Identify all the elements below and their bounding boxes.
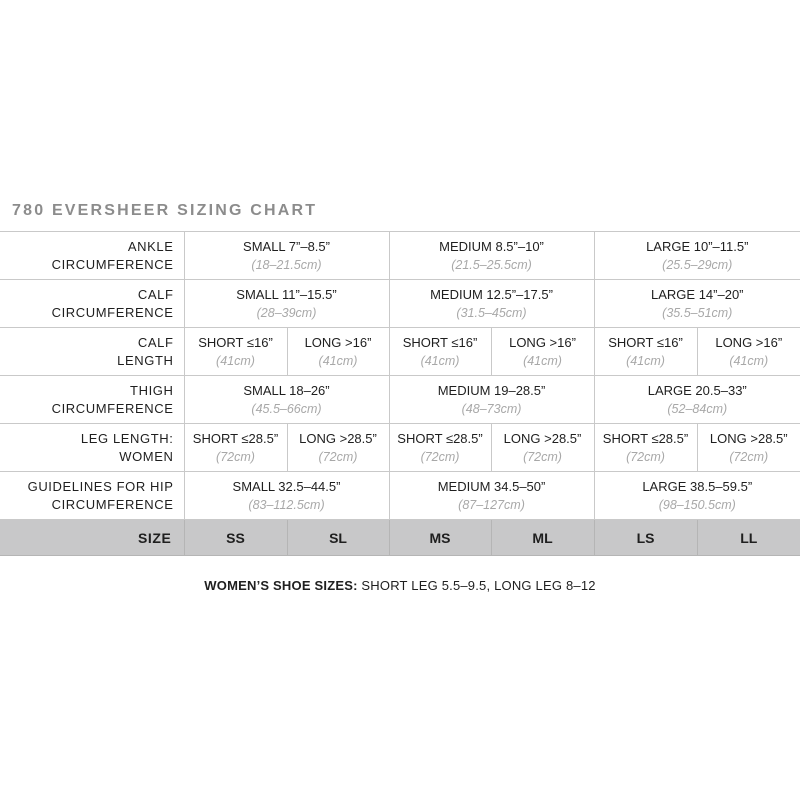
cell-small: SMALL 11”–15.5” (28–39cm): [184, 280, 389, 328]
cell-medium-short: SHORT ≤28.5” (72cm): [389, 424, 491, 472]
row-label: CALF CIRCUMFERENCE: [0, 280, 184, 328]
cell-medium: MEDIUM 34.5–50” (87–127cm): [389, 472, 594, 520]
cell-small: SMALL 18–26” (45.5–66cm): [184, 376, 389, 424]
shoe-sizes-note: [0, 578, 800, 593]
size-ss: SS: [184, 520, 287, 556]
size-sl: SL: [287, 520, 389, 556]
size-ms: MS: [389, 520, 491, 556]
cell-small: SMALL 32.5–44.5” (83–112.5cm): [184, 472, 389, 520]
row-ankle-circumference: [0, 232, 800, 280]
cell-medium: MEDIUM 19–28.5” (48–73cm): [389, 376, 594, 424]
cell-medium: MEDIUM 12.5”–17.5” (31.5–45cm): [389, 280, 594, 328]
cell-large: LARGE 10”–11.5” (25.5–29cm): [594, 232, 800, 280]
size-label: SIZE: [0, 520, 184, 556]
row-label: LEG LENGTH: WOMEN: [0, 424, 184, 472]
row-thigh-circumference: [0, 376, 800, 424]
cell-large: LARGE 14”–20” (35.5–51cm): [594, 280, 800, 328]
shoe-sizes-text: SHORT LEG 5.5–9.5, LONG LEG 8–12: [357, 578, 596, 593]
cell-large-short: SHORT ≤16” (41cm): [594, 328, 697, 376]
row-hip-circumference: [0, 472, 800, 520]
cell-large: LARGE 20.5–33” (52–84cm): [594, 376, 800, 424]
cell-small-long: LONG >28.5” (72cm): [287, 424, 389, 472]
cell-medium-short: SHORT ≤16” (41cm): [389, 328, 491, 376]
cell-small: SMALL 7”–8.5” (18–21.5cm): [184, 232, 389, 280]
row-label: THIGH CIRCUMFERENCE: [0, 376, 184, 424]
cell-medium: MEDIUM 8.5”–10” (21.5–25.5cm): [389, 232, 594, 280]
chart-title: 780 EVERSHEER SIZING CHART: [12, 202, 318, 219]
cell-small-short: SHORT ≤16” (41cm): [184, 328, 287, 376]
cell-medium-long: LONG >28.5” (72cm): [491, 424, 594, 472]
sizing-table: [0, 231, 800, 556]
row-calf-circumference: [0, 280, 800, 328]
row-leg-length: [0, 424, 800, 472]
row-label: ANKLE CIRCUMFERENCE: [0, 232, 184, 280]
row-size: [0, 520, 800, 556]
shoe-sizes-label: WOMEN’S SHOE SIZES:: [204, 578, 358, 593]
cell-large: LARGE 38.5–59.5” (98–150.5cm): [594, 472, 800, 520]
row-calf-length: [0, 328, 800, 376]
row-label: CALF LENGTH: [0, 328, 184, 376]
size-ll: LL: [697, 520, 800, 556]
cell-small-short: SHORT ≤28.5” (72cm): [184, 424, 287, 472]
cell-large-long: LONG >28.5” (72cm): [697, 424, 800, 472]
cell-large-long: LONG >16” (41cm): [697, 328, 800, 376]
cell-large-short: SHORT ≤28.5” (72cm): [594, 424, 697, 472]
size-ls: LS: [594, 520, 697, 556]
size-ml: ML: [491, 520, 594, 556]
cell-small-long: LONG >16” (41cm): [287, 328, 389, 376]
row-label: GUIDELINES FOR HIP CIRCUMFERENCE: [0, 472, 184, 520]
cell-medium-long: LONG >16” (41cm): [491, 328, 594, 376]
